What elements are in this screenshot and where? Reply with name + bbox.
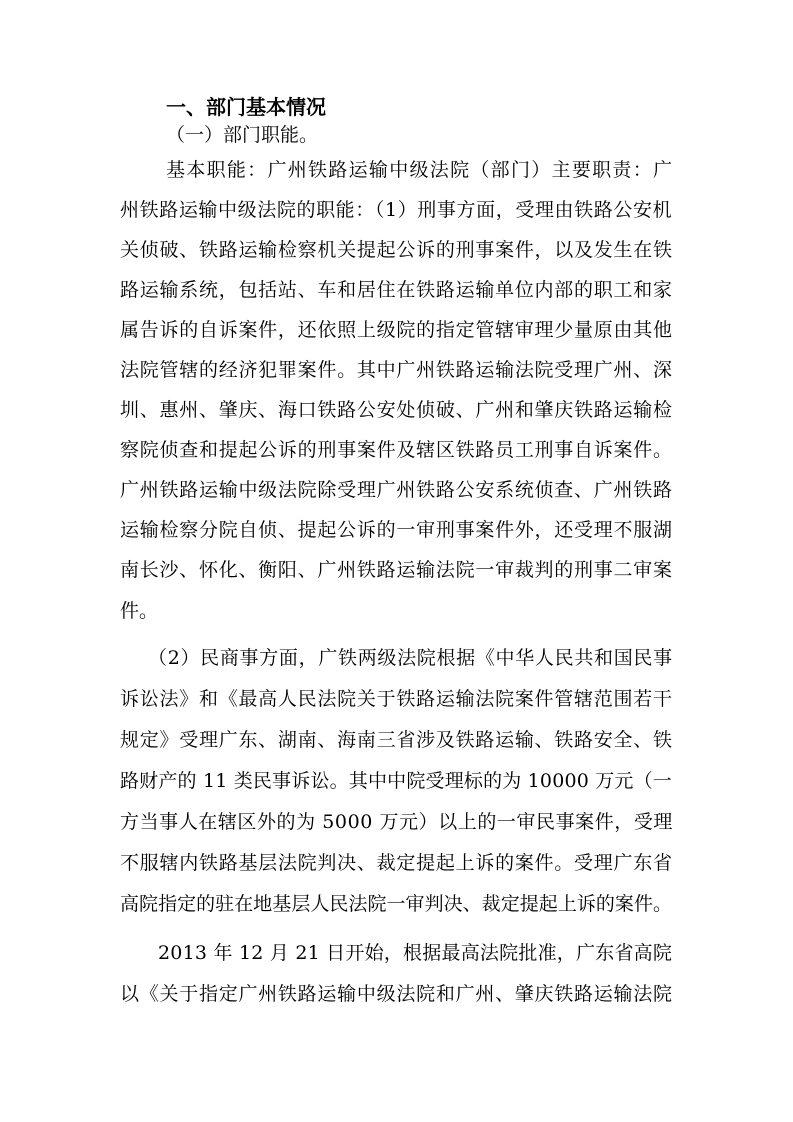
text-line: 诉讼法》和《最高人民法院关于铁路运输法院案件管辖范围若干 xyxy=(120,688,673,710)
text-line: 高院指定的驻在地基层人民法院一审判决、裁定提起上诉的案件。 xyxy=(120,893,673,915)
text-line: 运输检察分院自侦、提起公诉的一审刑事案件外，还受理不服湖 xyxy=(120,519,673,541)
text-line: 规定》受理广东、湖南、海南三省涉及铁路运输、铁路安全、铁 xyxy=(120,729,673,751)
text-line: 路财产的 11 类民事诉讼。其中中院受理标的为 10000 万元（一 xyxy=(120,770,672,792)
text-line: 基本职能：广州铁路运输中级法院（部门）主要职责：广 xyxy=(166,159,674,181)
subsection-heading: （一）部门职能。 xyxy=(166,124,319,146)
text-line: 南长沙、怀化、衡阳、广州铁路运输法院一审裁判的刑事二审案 xyxy=(120,559,673,581)
section-heading: 一、部门基本情况 xyxy=(166,95,326,119)
text-line: 州铁路运输中级法院的职能：（1）刑事方面，受理由铁路公安机 xyxy=(120,199,673,221)
text-line: 察院侦查和提起公诉的刑事案件及辖区铁路员工刑事自诉案件。 xyxy=(120,439,673,461)
text-line: 2013 年 12 月 21 日开始，根据最高法院批准，广东省高院 xyxy=(158,942,673,964)
text-line: 件。 xyxy=(120,600,159,622)
text-line: （2）民商事方面，广铁两级法院根据《中华人民共和国民事 xyxy=(148,647,673,669)
text-line: 以《关于指定广州铁路运输中级法院和广州、肇庆铁路运输法院 xyxy=(120,983,673,1005)
text-line: 属告诉的自诉案件，还依照上级院的指定管辖审理少量原由其他 xyxy=(120,319,673,341)
text-line: 不服辖内铁路基层法院判决、裁定提起上诉的案件。受理广东省 xyxy=(120,852,673,874)
text-line: 法院管辖的经济犯罪案件。其中广州铁路运输法院受理广州、深 xyxy=(120,359,673,381)
text-line: 广州铁路运输中级法院除受理广州铁路公安系统侦查、广州铁路 xyxy=(120,479,673,501)
text-line: 圳、惠州、肇庆、海口铁路公安处侦破、广州和肇庆铁路运输检 xyxy=(120,399,673,421)
text-line: 关侦破、铁路运输检察机关提起公诉的刑事案件，以及发生在铁 xyxy=(120,239,673,261)
text-line: 方当事人在辖区外的为 5000 万元）以上的一审民事案件，受理 xyxy=(120,811,674,833)
text-line: 路运输系统，包括站、车和居住在铁路运输单位内部的职工和家 xyxy=(120,279,673,301)
